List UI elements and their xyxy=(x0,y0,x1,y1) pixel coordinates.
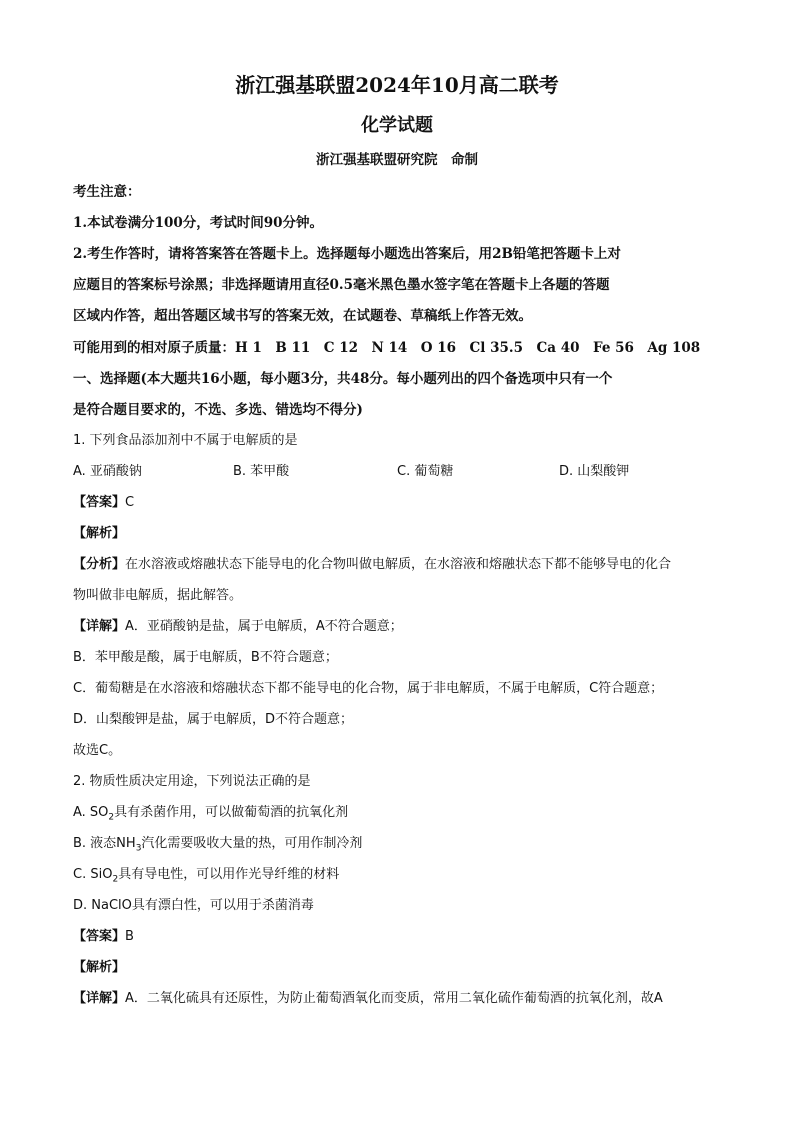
q2-option-a-subscript: 2 xyxy=(108,812,115,823)
q2-analysis-tag xyxy=(73,958,734,978)
section-heading-line-1: 一、选择题(本大题共16小题，每小题3分，共48分。每小题列出的四个备选项中只有一个 xyxy=(73,371,613,387)
q2-option-d: D. NaClO具有漂白性，可以用于杀菌消毒 xyxy=(73,898,314,913)
notice-heading: 考生注意： xyxy=(73,184,141,200)
q2-option-b-formula: B. 液态NH xyxy=(73,836,136,851)
q2-answer xyxy=(73,927,734,947)
detail-tag: 【详解】 xyxy=(73,991,126,1006)
q1-option-b: B. 苯甲酸 xyxy=(233,464,290,479)
q1-conclusion: 故选C。 xyxy=(73,743,122,758)
analysis-tag: 【解析】 xyxy=(73,960,126,975)
notice-item-1: 1.本试卷满分100分，考试时间90分钟。 xyxy=(73,215,324,231)
answer-tag: 【答案】 xyxy=(73,495,126,510)
author-line: 浙江强基联盟研究院 命制 xyxy=(316,152,478,168)
q1-detail-c: C．葡萄糖是在水溶液和熔融状态下都不能导电的化合物，属于非电解质，不属于电解质，C符合题意； xyxy=(73,681,664,696)
q1-option-a: A. 亚硝酸钠 xyxy=(73,464,142,479)
q2-detail-a-text: A．二氧化硫具有还原性，为防止葡萄酒氧化而变质，常用二氧化硫作葡萄酒的抗氧化剂，故A xyxy=(125,991,663,1006)
analysis-tag: 【解析】 xyxy=(73,526,126,541)
q1-detail-d: D．山梨酸钾是盐，属于电解质，D不符合题意； xyxy=(73,712,354,727)
section-heading-line-2: 是符合题目要求的，不选、多选、错选均不得分) xyxy=(73,402,363,418)
q2-stem: 2. 物质性质决定用途，下列说法正确的是 xyxy=(73,774,311,789)
q1-detail-a xyxy=(73,617,734,637)
q2-answer-value: B xyxy=(125,929,134,944)
q1-option-d: D. 山梨酸钾 xyxy=(559,464,630,479)
q2-option-c-formula: C. SiO xyxy=(73,867,113,882)
q1-answer xyxy=(73,493,734,513)
q2-option-b xyxy=(73,834,734,854)
fenxi-tag: 【分析】 xyxy=(73,557,126,572)
q2-option-b-subscript: 3 xyxy=(135,843,142,854)
subject-title: 化学试题 xyxy=(361,115,433,136)
q1-fenxi-line-2: 物叫做非电解质，据此解答。 xyxy=(73,588,243,603)
q2-option-b-text: 汽化需要吸收大量的热，可用作制冷剂 xyxy=(141,836,363,851)
q2-option-c-subscript: 2 xyxy=(112,874,119,885)
q1-fenxi-text: 在水溶液或熔融状态下能导电的化合物叫做电解质，在水溶液和熔融状态下都不能够导电的化合 xyxy=(125,557,672,572)
q1-detail-b: B．苯甲酸是酸，属于电解质，B不符合题意； xyxy=(73,650,338,665)
exam-title: 浙江强基联盟2024年10月高二联考 xyxy=(235,73,559,97)
q1-option-c: C. 葡萄糖 xyxy=(397,464,454,479)
atomic-masses: 可能用到的相对原子质量：H 1 B 11 C 12 N 14 O 16 Cl 35.5 Ca 40 Fe 56 Ag 108 xyxy=(73,340,701,356)
q2-detail-a xyxy=(73,989,734,1009)
q1-answer-value: C xyxy=(125,495,135,510)
q1-detail-a-text: A．亚硝酸钠是盐，属于电解质，A不符合题意； xyxy=(125,619,403,634)
detail-tag: 【详解】 xyxy=(73,619,126,634)
q1-stem: 1. 下列食品添加剂中不属于电解质的是 xyxy=(73,433,298,448)
notice-item-2-line-3: 区域内作答，超出答题区域书写的答案无效，在试题卷、草稿纸上作答无效。 xyxy=(73,308,532,324)
q1-analysis-tag xyxy=(73,524,734,544)
notice-item-2-line-2: 应题目的答案标号涂黑；非选择题请用直径0.5毫米黑色墨水签字笔在答题卡上各题的答题 xyxy=(73,277,610,293)
answer-tag: 【答案】 xyxy=(73,929,126,944)
q2-option-c-text: 具有导电性，可以用作光导纤维的材料 xyxy=(118,867,340,882)
q2-option-a-text: 具有杀菌作用，可以做葡萄酒的抗氧化剂 xyxy=(114,805,349,820)
q1-fenxi-line-1 xyxy=(73,555,734,575)
q2-option-a-formula: A. SO xyxy=(73,805,109,820)
q2-option-c xyxy=(73,865,734,885)
q2-option-a xyxy=(73,803,734,823)
notice-item-2-line-1: 2.考生作答时，请将答案答在答题卡上。选择题每小题选出答案后，用2B铅笔把答题卡上对 xyxy=(73,246,621,262)
